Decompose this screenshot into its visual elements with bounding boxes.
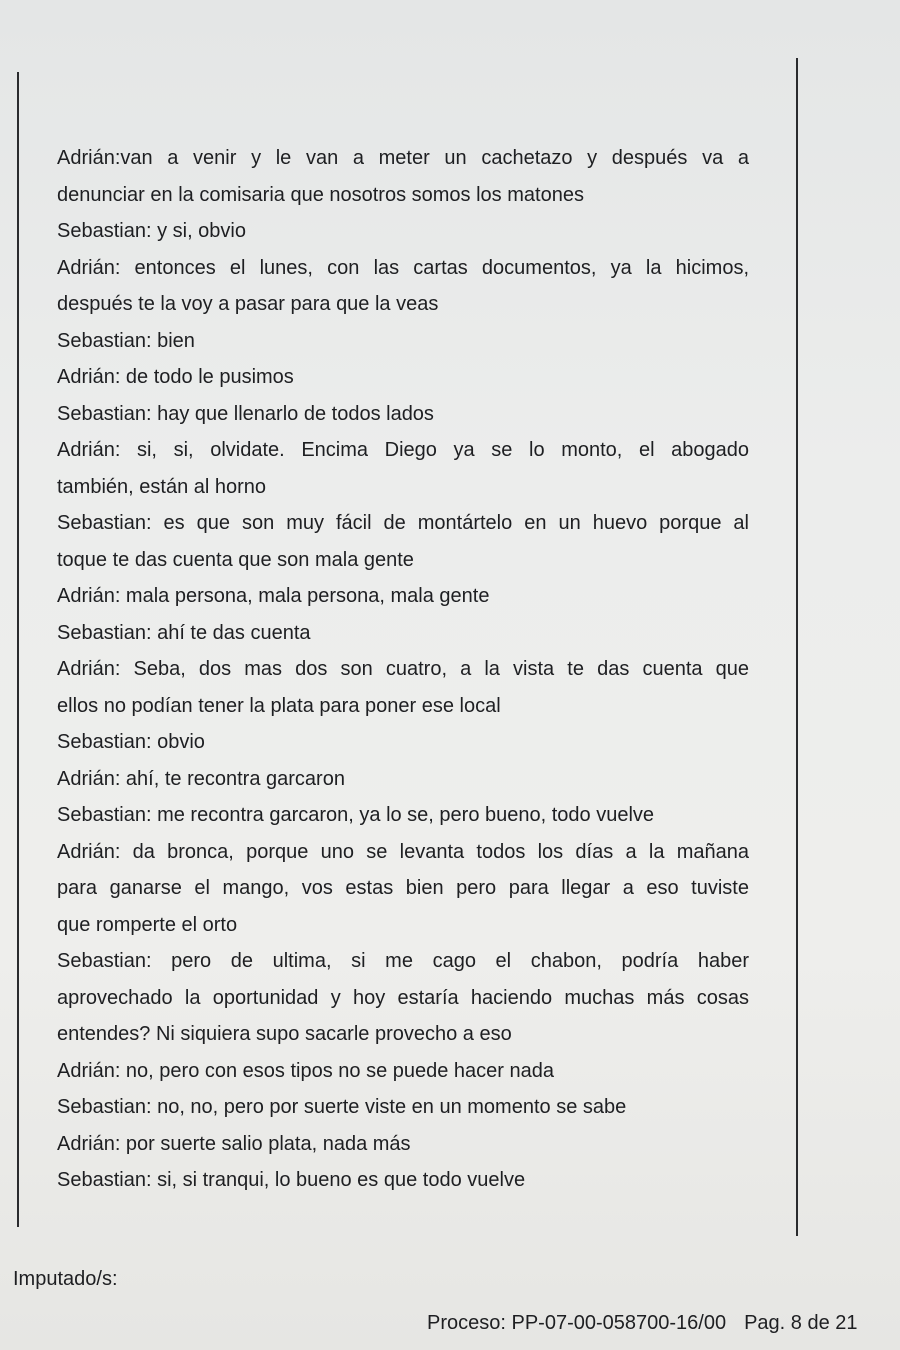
transcript-line: entendes? Ni siquiera supo sacarle provecho a eso [57,1023,512,1045]
transcript-line: Adrián: si, si, olvidate. Encima Diego ya se lo monto, el abogado [57,439,749,461]
transcript-line: después te la voy a pasar para que la veas [57,293,439,315]
transcript-line: Sebastian: es que son muy fácil de montártelo en un huevo porque al [57,512,749,534]
left-margin-rule [17,72,19,1227]
transcript-line: Sebastian: si, si tranqui, lo bueno es que todo vuelve [57,1169,526,1191]
transcript-line: Adrián: de todo le pusimos [57,366,294,388]
transcript-line: denunciar en la comisaria que nosotros somos los matones [57,183,584,206]
transcript-line: también, están al horno [57,475,267,498]
transcript-line: Sebastian: y si, obvio [57,220,246,242]
transcript-line: Sebastian: bien [57,329,195,352]
transcript-line: Sebastian: obvio [57,731,205,753]
right-margin-rule [796,58,798,1236]
transcript-line: Adrián: por suerte salio plata, nada más [57,1132,411,1155]
transcript-line: Adrián: ahí, te recontra garcaron [57,767,345,790]
transcript-line: Adrián:van a venir y le van a meter un cachetazo y después va a [57,147,749,169]
transcript-line: Adrián: entonces el lunes, con las cartas documentos, ya la hicimos, [57,256,749,279]
transcript-line: Sebastian: me recontra garcaron, ya lo se, pero bueno, todo vuelve [57,804,655,826]
transcript-line: Sebastian: pero de ultima, si me cago el chabon, podría haber [57,950,749,972]
transcript-line: Adrián: mala persona, mala persona, mala gente [57,585,490,607]
transcript-line: Sebastian: no, no, pero por suerte viste en un momento se sabe [57,1096,627,1118]
transcript-line: Adrián: no, pero con esos tipos no se puede hacer nada [57,1059,555,1082]
transcript-line: Adrián: da bronca, porque uno se levanta todos los días a la mañana [57,840,749,863]
proceso-number: Proceso: PP-07-00-058700-16/00 [427,1312,727,1334]
page-number: Pag. 8 de 21 [744,1312,858,1334]
transcript-body [57,140,749,1199]
transcript-line: para ganarse el mango, vos estas bien pero para llegar a eso tuviste [57,877,749,899]
transcript-line: aprovechado la oportunidad y hoy estaría haciendo muchas más cosas [57,986,749,1009]
transcript-line: Sebastian: hay que llenarlo de todos lados [57,402,434,425]
transcript-line: ellos no podían tener la plata para poner ese local [57,694,501,717]
transcript-line: que romperte el orto [57,913,238,936]
transcript-line: Sebastian: ahí te das cuenta [57,621,311,644]
footer-reference [427,1312,858,1335]
transcript-line: toque te das cuenta que son mala gente [57,548,414,571]
imputados-label: Imputado/s: [13,1268,118,1290]
transcript-line: Adrián: Seba, dos mas dos son cuatro, a la vista te das cuenta que [57,658,749,680]
